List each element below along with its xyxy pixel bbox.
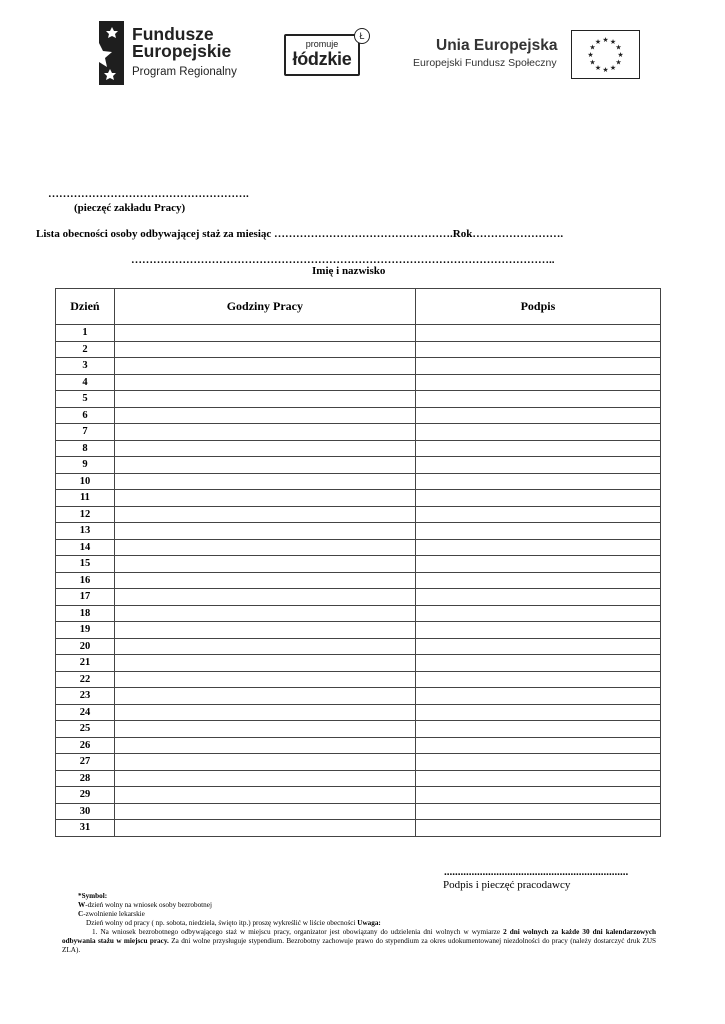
hours-cell[interactable]	[114, 457, 415, 474]
signature-cell[interactable]	[415, 490, 660, 507]
hours-cell[interactable]	[114, 737, 415, 754]
table-row	[56, 820, 661, 837]
day-cell: 27	[56, 754, 115, 771]
lodz-mark-icon: Ł	[354, 28, 370, 44]
day-cell: 23	[56, 688, 115, 705]
note-a: 1. Na wniosek bezrobotnego odbywającego staż w miejscu pracy, organizator jest obowiązany do udzielenia dni wolnych w wymiarze	[92, 928, 501, 936]
eu-flag-icon	[571, 30, 640, 79]
signature-cell[interactable]	[415, 622, 660, 639]
day-cell: 10	[56, 473, 115, 490]
table-row	[56, 655, 661, 672]
eu-star-icon: ★	[609, 63, 617, 72]
hours-cell[interactable]	[114, 589, 415, 606]
day-cell: 11	[56, 490, 115, 507]
table-row	[56, 589, 661, 606]
signature-cell[interactable]	[415, 440, 660, 457]
signature-cell[interactable]	[415, 424, 660, 441]
day-cell: 25	[56, 721, 115, 738]
table-row	[56, 737, 661, 754]
signature-cell[interactable]	[415, 820, 660, 837]
stamp-dots: ……………………………………………….	[48, 188, 249, 200]
stamp-label: (pieczęć zakładu Pracy)	[74, 202, 186, 214]
attendance-table	[55, 288, 661, 837]
c-text: -zwolnienie lekarskie	[83, 910, 145, 918]
w-text: -dzień wolny na wniosek osoby bezrobotnej	[85, 901, 212, 909]
eu-star-icon: ★	[594, 38, 602, 47]
footnote-symbol: *Symbol:	[78, 892, 108, 900]
table-row	[56, 638, 661, 655]
eu-star-icon: ★	[602, 36, 609, 44]
eu-star-icon: ★	[615, 43, 622, 52]
day-cell: 8	[56, 440, 115, 457]
list-title: Lista obecności osoby odbywającej staż za miesiąc ………………………………………….Rok…………………….	[36, 228, 564, 240]
day-cell: 22	[56, 671, 115, 688]
hours-cell[interactable]	[114, 754, 415, 771]
table-row	[56, 358, 661, 375]
header-signature: Podpis	[415, 289, 660, 325]
fe-line3: Program Regionalny	[132, 66, 237, 78]
table-row	[56, 721, 661, 738]
free-day-text: Dzień wolny od pracy ( np. sobota, niedziela, święto itp.) proszę wykreślić w liście obecności	[86, 919, 356, 927]
table-row	[56, 374, 661, 391]
fe-logo-text	[132, 26, 231, 60]
table-row	[56, 803, 661, 820]
signature-cell[interactable]	[415, 688, 660, 705]
note-b: 2 dni wolnych za każde 30 dni kalendarzowych odbywania stażu w miejscu pracy.	[62, 928, 657, 945]
table-row	[56, 325, 661, 342]
table-row	[56, 704, 661, 721]
hours-cell[interactable]	[114, 556, 415, 573]
footnote-w	[78, 901, 656, 910]
hours-cell[interactable]	[114, 638, 415, 655]
signature-cell[interactable]	[415, 655, 660, 672]
lodz-big-text: łódzkie	[292, 49, 352, 69]
footnote-free-day	[78, 919, 656, 928]
table-row	[56, 506, 661, 523]
fundusze-europejskie-logo	[90, 20, 250, 86]
eu-star-icon: ★	[594, 63, 602, 72]
signature-cell[interactable]	[415, 754, 660, 771]
lodz-small-text: promuje	[305, 39, 339, 49]
table-row	[56, 787, 661, 804]
hours-cell[interactable]	[114, 325, 415, 342]
hours-cell[interactable]	[114, 605, 415, 622]
signature-cell[interactable]	[415, 704, 660, 721]
hours-cell[interactable]	[114, 572, 415, 589]
hours-cell[interactable]	[114, 358, 415, 375]
hours-cell[interactable]	[114, 770, 415, 787]
eu-star-icon: ★	[587, 51, 594, 59]
signature-cell[interactable]	[415, 638, 660, 655]
hours-cell[interactable]	[114, 688, 415, 705]
header-hours: Godziny Pracy	[114, 289, 415, 325]
signature-cell[interactable]	[415, 803, 660, 820]
uwaga-label: Uwaga:	[357, 919, 381, 927]
signature-cell[interactable]	[415, 325, 660, 342]
signature-cell[interactable]	[415, 539, 660, 556]
hours-cell[interactable]	[114, 473, 415, 490]
day-cell: 28	[56, 770, 115, 787]
day-cell: 21	[56, 655, 115, 672]
hours-cell[interactable]	[114, 407, 415, 424]
table-row	[56, 523, 661, 540]
table-row	[56, 341, 661, 358]
day-cell: 31	[56, 820, 115, 837]
signature-cell[interactable]	[415, 572, 660, 589]
signature-cell[interactable]	[415, 506, 660, 523]
signature-cell[interactable]	[415, 523, 660, 540]
hours-cell[interactable]	[114, 820, 415, 837]
signature-cell[interactable]	[415, 556, 660, 573]
day-cell: 6	[56, 407, 115, 424]
footnote	[62, 892, 657, 955]
day-cell: 17	[56, 589, 115, 606]
eu-star-icon: ★	[615, 58, 622, 67]
signature-cell[interactable]	[415, 737, 660, 754]
day-cell: 14	[56, 539, 115, 556]
footnote-note	[48, 928, 656, 955]
hours-cell[interactable]	[114, 622, 415, 639]
table-row	[56, 556, 661, 573]
promuje-lodzkie-logo	[284, 34, 360, 76]
signature-cell[interactable]	[415, 341, 660, 358]
name-label: Imię i nazwisko	[312, 265, 386, 277]
table-row	[56, 572, 661, 589]
day-cell: 5	[56, 391, 115, 408]
fe-stars-icon	[90, 21, 124, 85]
footnote-c	[78, 910, 656, 919]
hours-cell[interactable]	[114, 490, 415, 507]
day-cell: 30	[56, 803, 115, 820]
signature-cell[interactable]	[415, 358, 660, 375]
hours-cell[interactable]	[114, 721, 415, 738]
table-row	[56, 490, 661, 507]
hours-cell[interactable]	[114, 671, 415, 688]
eu-star-icon: ★	[617, 51, 624, 59]
header-day: Dzień	[56, 289, 115, 325]
signature-dots: ...................................................................	[444, 866, 629, 878]
signature-cell[interactable]	[415, 787, 660, 804]
signature-cell[interactable]	[415, 671, 660, 688]
day-cell: 20	[56, 638, 115, 655]
hours-cell[interactable]	[114, 704, 415, 721]
table-row	[56, 407, 661, 424]
day-cell: 24	[56, 704, 115, 721]
fe-line2: Europejskie	[132, 41, 232, 61]
day-cell: 29	[56, 787, 115, 804]
table-row	[56, 605, 661, 622]
hours-cell[interactable]	[114, 803, 415, 820]
table-row	[56, 754, 661, 771]
c-code: C	[78, 910, 84, 918]
table-row	[56, 622, 661, 639]
signature-cell[interactable]	[415, 374, 660, 391]
hours-cell[interactable]	[114, 655, 415, 672]
day-cell: 16	[56, 572, 115, 589]
signature-cell[interactable]	[415, 391, 660, 408]
signature-label: Podpis i pieczęć pracodawcy	[443, 879, 571, 891]
signature-cell[interactable]	[415, 457, 660, 474]
ue-title: Unia Europejska	[436, 37, 558, 54]
hours-cell[interactable]	[114, 440, 415, 457]
day-cell: 3	[56, 358, 115, 375]
name-dots: ……………………………………………………………………………………………………..	[131, 254, 555, 266]
day-cell: 2	[56, 341, 115, 358]
hours-cell[interactable]	[114, 341, 415, 358]
day-cell: 19	[56, 622, 115, 639]
day-cell: 7	[56, 424, 115, 441]
eu-star-icon: ★	[589, 43, 596, 52]
hours-cell[interactable]	[114, 391, 415, 408]
signature-cell[interactable]	[415, 589, 660, 606]
table-row	[56, 473, 661, 490]
day-cell: 13	[56, 523, 115, 540]
day-cell: 12	[56, 506, 115, 523]
table-row	[56, 539, 661, 556]
day-cell: 9	[56, 457, 115, 474]
table-row	[56, 688, 661, 705]
signature-cell[interactable]	[415, 407, 660, 424]
hours-cell[interactable]	[114, 374, 415, 391]
table-header-row	[56, 289, 661, 325]
ue-subtitle: Europejski Fundusz Społeczny	[413, 57, 557, 69]
table-row	[56, 424, 661, 441]
hours-cell[interactable]	[114, 424, 415, 441]
day-cell: 26	[56, 737, 115, 754]
day-cell: 1	[56, 325, 115, 342]
hours-cell[interactable]	[114, 506, 415, 523]
table-row	[56, 457, 661, 474]
hours-cell[interactable]	[114, 523, 415, 540]
signature-cell[interactable]	[415, 721, 660, 738]
eu-star-icon: ★	[602, 66, 609, 74]
table-row	[56, 391, 661, 408]
hours-cell[interactable]	[114, 787, 415, 804]
table-row	[56, 671, 661, 688]
fe-line1: Fundusze	[132, 24, 214, 44]
eu-star-icon: ★	[609, 38, 617, 47]
note-c: Za dni wolne przysługuje stypendium. Bezrobotny zachowuje prawo do stypendium za okres udokumentowanej niezdolności do pracy (należy dostarczyć druk ZUS ZLA).	[62, 937, 657, 954]
eu-star-icon: ★	[589, 58, 596, 67]
day-cell: 15	[56, 556, 115, 573]
day-cell: 18	[56, 605, 115, 622]
signature-cell[interactable]	[415, 770, 660, 787]
day-cell: 4	[56, 374, 115, 391]
signature-cell[interactable]	[415, 473, 660, 490]
hours-cell[interactable]	[114, 539, 415, 556]
table-row	[56, 440, 661, 457]
signature-cell[interactable]	[415, 605, 660, 622]
table-row	[56, 770, 661, 787]
w-code: W	[78, 901, 86, 909]
